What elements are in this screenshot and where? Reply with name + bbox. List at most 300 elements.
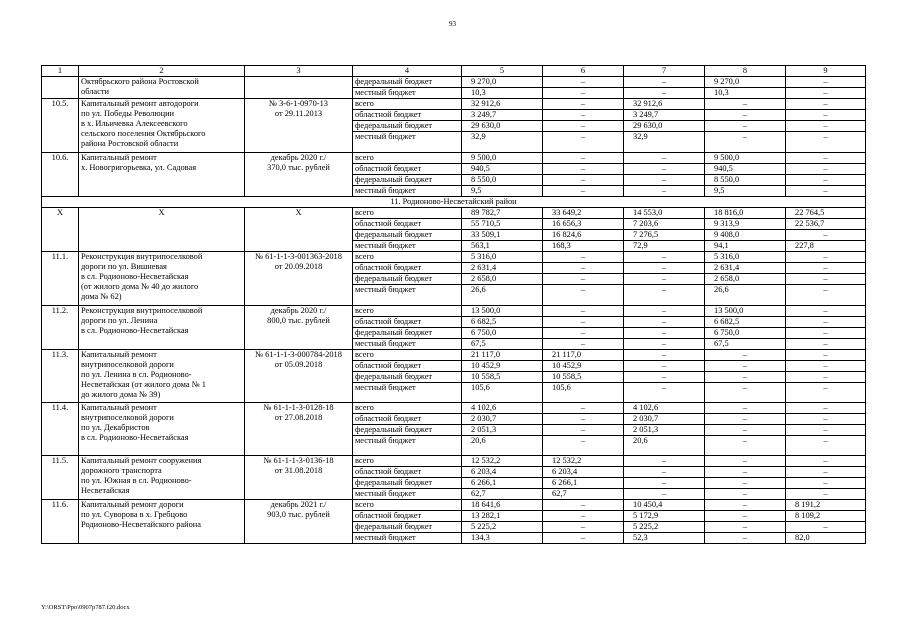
amount-cell: – (786, 436, 866, 456)
amount-cell: – (786, 425, 866, 436)
amount-cell: 20,6 (462, 436, 543, 456)
amount-cell: – (543, 533, 624, 544)
amount-cell: 72,9 (624, 241, 705, 252)
amount-cell: – (786, 230, 866, 241)
amount-cell: – (543, 403, 624, 414)
amount-cell: 2 051,3 (624, 425, 705, 436)
amount-cell: 6 750,0 (462, 328, 543, 339)
amount-cell: 9 500,0 (462, 153, 543, 164)
object-name (79, 77, 245, 99)
amount-cell: 6 682,5 (705, 317, 786, 328)
amount-cell: 9 313,9 (705, 219, 786, 230)
amount-cell: – (624, 252, 705, 263)
amount-cell: 4 102,6 (462, 403, 543, 414)
amount-cell: 2 030,7 (462, 414, 543, 425)
object-name-line: Капитальный ремонт (81, 350, 157, 359)
amount-cell: 13 282,1 (462, 511, 543, 522)
amount-cell: 8 550,0 (705, 175, 786, 186)
amount-cell: 7 203,6 (624, 219, 705, 230)
row-number: 11.5. (42, 456, 79, 500)
amount-cell: – (543, 99, 624, 110)
row-number: 11.3. (42, 350, 79, 403)
amount-cell: – (624, 317, 705, 328)
amount-cell: – (786, 372, 866, 383)
funding-source: местный бюджет (353, 241, 462, 252)
funding-source: всего (353, 403, 462, 414)
row-number: Х (42, 208, 79, 252)
amount-cell: 10 452,9 (462, 361, 543, 372)
amount-cell: – (543, 164, 624, 175)
amount-cell: – (786, 350, 866, 361)
page-number: 93 (449, 20, 456, 28)
project-document (245, 306, 353, 350)
object-name (79, 306, 245, 350)
funding-source: федеральный бюджет (353, 522, 462, 533)
amount-cell: – (705, 110, 786, 121)
column-number: 9 (786, 66, 866, 77)
object-name-line: до жилого дома № 39) (81, 390, 161, 399)
amount-cell: – (705, 350, 786, 361)
object-name (79, 99, 245, 153)
amount-cell: 29 630,0 (462, 121, 543, 132)
object-name-line: по ул. Ленина в сл. Родионово- (81, 370, 192, 379)
footer-file-path: Y:\ORST\Ppo\0907p787.f20.docx (41, 604, 130, 611)
object-name-line: Реконструкция внутрипоселковой (81, 252, 203, 261)
object-name-line: в сл. Родионово-Несветайская (81, 272, 189, 281)
amount-cell: 2 051,3 (462, 425, 543, 436)
funding-source: всего (353, 306, 462, 317)
amount-cell: 26,6 (705, 285, 786, 306)
amount-cell: – (543, 252, 624, 263)
amount-cell: – (624, 88, 705, 99)
funding-source: всего (353, 350, 462, 361)
amount-cell: 3 249,7 (624, 110, 705, 121)
row-number: 11.1. (42, 252, 79, 306)
amount-cell: 62,7 (462, 489, 543, 500)
amount-cell: 32 912,6 (624, 99, 705, 110)
amount-cell: – (624, 306, 705, 317)
amount-cell: – (624, 339, 705, 350)
amount-cell: – (624, 153, 705, 164)
amount-cell: 62,7 (543, 489, 624, 500)
amount-cell: 9 500,0 (705, 153, 786, 164)
amount-cell: 10 558,5 (462, 372, 543, 383)
amount-cell: 4 102,6 (624, 403, 705, 414)
amount-cell: 168,3 (543, 241, 624, 252)
amount-cell: 21 117,0 (543, 350, 624, 361)
amount-cell: – (543, 77, 624, 88)
amount-cell: – (543, 153, 624, 164)
amount-cell: – (705, 425, 786, 436)
amount-cell: – (786, 467, 866, 478)
object-name-line: по ул. Победы Революции (81, 109, 175, 118)
amount-cell: – (543, 285, 624, 306)
table-row (42, 306, 866, 317)
funding-source: всего (353, 153, 462, 164)
amount-cell: 94,1 (705, 241, 786, 252)
amount-cell: – (786, 478, 866, 489)
amount-cell: 8 550,0 (462, 175, 543, 186)
project-document-line: № 3-6-1-0970-13 (269, 99, 328, 108)
table-row (42, 403, 866, 414)
amount-cell: – (786, 339, 866, 350)
amount-cell: – (786, 317, 866, 328)
amount-cell: 940,5 (462, 164, 543, 175)
object-name-line: Капитальный ремонт (81, 153, 157, 162)
column-number: 3 (245, 66, 353, 77)
project-document-line: от 27.08.2018 (274, 413, 323, 422)
column-number: 7 (624, 66, 705, 77)
amount-cell: – (786, 121, 866, 132)
project-document (245, 252, 353, 306)
funding-source: местный бюджет (353, 489, 462, 500)
project-document-line: от 29.11.2013 (274, 109, 323, 118)
object-name (79, 350, 245, 403)
amount-cell: – (786, 361, 866, 372)
amount-cell: 134,3 (462, 533, 543, 544)
object-name-line: в сл. Родионово-Несветайская (81, 326, 189, 335)
amount-cell: – (624, 383, 705, 403)
amount-cell: – (543, 425, 624, 436)
table-row (42, 500, 866, 511)
amount-cell: 14 553,0 (624, 208, 705, 219)
amount-cell: 16 824,6 (543, 230, 624, 241)
amount-cell: – (624, 274, 705, 285)
object-name-line: х. Новогригорьевка, ул. Садовая (81, 163, 197, 172)
budget-table (41, 65, 866, 544)
amount-cell: – (786, 175, 866, 186)
amount-cell: 2 631,4 (462, 263, 543, 274)
amount-cell: 16 656,3 (543, 219, 624, 230)
object-name-line: внутрипоселковой дороги (81, 360, 174, 369)
object-name-line: в сл. Родионово-Несветайская (81, 433, 189, 442)
amount-cell: 105,6 (543, 383, 624, 403)
row-number (42, 77, 79, 99)
object-name-line: Капитальный ремонт сооружения (81, 456, 202, 465)
funding-source: областной бюджет (353, 511, 462, 522)
amount-cell: 21 117,0 (462, 350, 543, 361)
amount-cell: – (543, 132, 624, 153)
amount-cell: 52,3 (624, 533, 705, 544)
amount-cell: – (705, 478, 786, 489)
funding-source: областной бюджет (353, 467, 462, 478)
amount-cell: 12 532,2 (543, 456, 624, 467)
funding-source: федеральный бюджет (353, 121, 462, 132)
amount-cell: – (543, 511, 624, 522)
object-name-line: внутрипоселковой дороги (81, 413, 174, 422)
amount-cell: – (543, 121, 624, 132)
amount-cell: – (624, 361, 705, 372)
section-title-row (42, 197, 866, 208)
row-number: 10.6. (42, 153, 79, 197)
funding-source: всего (353, 500, 462, 511)
column-number: 6 (543, 66, 624, 77)
project-document-line: 903,0 тыс. рублей (267, 510, 330, 519)
funding-source: федеральный бюджет (353, 425, 462, 436)
funding-source: областной бюджет (353, 361, 462, 372)
funding-source: областной бюджет (353, 110, 462, 121)
amount-cell: 10,3 (462, 88, 543, 99)
object-name (79, 252, 245, 306)
project-document-line: 800,0 тыс. рублей (267, 316, 330, 325)
amount-cell: 7 276,5 (624, 230, 705, 241)
amount-cell: – (624, 467, 705, 478)
amount-cell: – (624, 263, 705, 274)
amount-cell: 82,0 (786, 533, 866, 544)
amount-cell: 9,5 (462, 186, 543, 197)
amount-cell: 2 658,0 (705, 274, 786, 285)
amount-cell: – (543, 88, 624, 99)
amount-cell: – (786, 263, 866, 274)
object-name-line: дорожного транспорта (81, 466, 162, 475)
project-document (245, 403, 353, 456)
amount-cell: – (624, 77, 705, 88)
amount-cell: – (786, 306, 866, 317)
amount-cell: – (786, 164, 866, 175)
funding-source: всего (353, 456, 462, 467)
amount-cell: 6 203,4 (462, 467, 543, 478)
object-name-line: дома № 62) (81, 292, 122, 301)
amount-cell: 20,6 (624, 436, 705, 456)
amount-cell: – (543, 306, 624, 317)
amount-cell: 563,1 (462, 241, 543, 252)
funding-source: местный бюджет (353, 285, 462, 306)
amount-cell: – (543, 414, 624, 425)
amount-cell: 5 225,2 (462, 522, 543, 533)
table-row (42, 350, 866, 361)
amount-cell: – (786, 274, 866, 285)
amount-cell: – (624, 164, 705, 175)
row-number: 11.6. (42, 500, 79, 544)
amount-cell: – (705, 414, 786, 425)
project-document (245, 500, 353, 544)
funding-source: федеральный бюджет (353, 175, 462, 186)
amount-cell: – (786, 77, 866, 88)
object-name-line: Несветайская (81, 486, 130, 495)
object-name-line: области (81, 87, 109, 96)
amount-cell: – (786, 489, 866, 500)
amount-cell: 6 203,4 (543, 467, 624, 478)
funding-source: федеральный бюджет (353, 372, 462, 383)
object-name-line: Реконструкция внутрипоселковой (81, 306, 203, 315)
object-name-line: района Ростовской области (81, 139, 179, 148)
amount-cell: 5 172,9 (624, 511, 705, 522)
amount-cell: – (786, 186, 866, 197)
amount-cell: – (786, 99, 866, 110)
amount-cell: – (624, 456, 705, 467)
amount-cell: 67,5 (705, 339, 786, 350)
project-document-line: № 61-1-1-3-001363-2018 (255, 252, 342, 261)
amount-cell: 227,8 (786, 241, 866, 252)
funding-source: всего (353, 252, 462, 263)
project-document-line: 370,0 тыс. рублей (267, 163, 330, 172)
amount-cell: 6 750,0 (705, 328, 786, 339)
amount-cell: – (543, 274, 624, 285)
project-document-line: № 61-1-1-3-0136-18 (263, 456, 334, 465)
object-name-line: Октябрьского района Ростовской (81, 77, 199, 86)
amount-cell: – (705, 500, 786, 511)
project-document-line: от 20.09.2018 (274, 262, 323, 271)
amount-cell: – (624, 350, 705, 361)
object-name-line: Капитальный ремонт дороги (81, 500, 184, 509)
amount-cell: – (786, 383, 866, 403)
project-document (245, 350, 353, 403)
object-name-line: Капитальный ремонт (81, 403, 157, 412)
amount-cell: 33 509,1 (462, 230, 543, 241)
amount-cell: – (786, 328, 866, 339)
amount-cell: 9 270,0 (462, 77, 543, 88)
funding-source: федеральный бюджет (353, 230, 462, 241)
section-title: 11. Родионово-Несветайский район (42, 197, 866, 208)
amount-cell: 105,6 (462, 383, 543, 403)
amount-cell: – (705, 132, 786, 153)
amount-cell: 26,6 (462, 285, 543, 306)
amount-cell: – (786, 252, 866, 263)
amount-cell: 6 266,1 (462, 478, 543, 489)
amount-cell: 8 109,2 (786, 511, 866, 522)
project-document-line: декабрь 2020 г./ (270, 306, 327, 315)
amount-cell: 32,9 (462, 132, 543, 153)
amount-cell: – (543, 522, 624, 533)
amount-cell: – (786, 522, 866, 533)
amount-cell: – (543, 110, 624, 121)
amount-cell: 9 270,0 (705, 77, 786, 88)
amount-cell: 5 316,0 (462, 252, 543, 263)
amount-cell: – (786, 285, 866, 306)
project-document (245, 153, 353, 197)
amount-cell: – (705, 383, 786, 403)
amount-cell: 22 764,5 (786, 208, 866, 219)
funding-source: федеральный бюджет (353, 77, 462, 88)
amount-cell: 12 532,2 (462, 456, 543, 467)
amount-cell: – (786, 153, 866, 164)
row-number: 11.2. (42, 306, 79, 350)
amount-cell: 13 500,0 (462, 306, 543, 317)
row-number: 10.5. (42, 99, 79, 153)
funding-source: местный бюджет (353, 383, 462, 403)
amount-cell: – (624, 285, 705, 306)
table-row (42, 77, 866, 88)
amount-cell: – (786, 132, 866, 153)
object-name-line: по ул. Декабристов (81, 423, 150, 432)
amount-cell: 5 225,2 (624, 522, 705, 533)
amount-cell: – (543, 339, 624, 350)
amount-cell: – (786, 110, 866, 121)
amount-cell: 940,5 (705, 164, 786, 175)
funding-source: федеральный бюджет (353, 328, 462, 339)
object-name-line: в х. Ильичевка Алексеевского (81, 119, 188, 128)
funding-source: федеральный бюджет (353, 274, 462, 285)
project-document-line: от 05.09.2018 (274, 360, 323, 369)
amount-cell: – (705, 121, 786, 132)
amount-cell: 18 816,0 (705, 208, 786, 219)
amount-cell: 9 408,0 (705, 230, 786, 241)
amount-cell: – (705, 456, 786, 467)
funding-source: областной бюджет (353, 164, 462, 175)
amount-cell: – (543, 175, 624, 186)
object-name (79, 456, 245, 500)
project-document (245, 77, 353, 99)
project-document (245, 99, 353, 153)
funding-source: местный бюджет (353, 436, 462, 456)
amount-cell: 6 266,1 (543, 478, 624, 489)
amount-cell: – (543, 500, 624, 511)
amount-cell: – (543, 436, 624, 456)
amount-cell: 10,3 (705, 88, 786, 99)
object-name-line: сельского поселения Октябрьского (81, 129, 206, 138)
amount-cell: 32 912,6 (462, 99, 543, 110)
project-document-line: декабрь 2020 г./ (270, 153, 327, 162)
column-number: 2 (79, 66, 245, 77)
funding-source: областной бюджет (353, 414, 462, 425)
amount-cell: 33 649,2 (543, 208, 624, 219)
amount-cell: 29 630,0 (624, 121, 705, 132)
object-name-line: Несветайская (от жилого дома № 1 (81, 380, 206, 389)
amount-cell: – (705, 99, 786, 110)
amount-cell: – (624, 175, 705, 186)
amount-cell: 2 030,7 (624, 414, 705, 425)
funding-source: областной бюджет (353, 317, 462, 328)
amount-cell: – (705, 522, 786, 533)
project-document-line: от 31.08.2018 (274, 466, 323, 475)
amount-cell: – (786, 414, 866, 425)
amount-cell: 9,5 (705, 186, 786, 197)
project-document-line: № 61-1-1-3-000784-2018 (255, 350, 342, 359)
funding-source: местный бюджет (353, 88, 462, 99)
amount-cell: – (786, 88, 866, 99)
amount-cell: – (543, 263, 624, 274)
amount-cell: 6 682,5 (462, 317, 543, 328)
amount-cell: 67,5 (462, 339, 543, 350)
amount-cell: – (624, 186, 705, 197)
object-name-line: по ул. Суворова в х. Гребцово (81, 510, 188, 519)
funding-source: областной бюджет (353, 219, 462, 230)
amount-cell: – (786, 403, 866, 414)
funding-source: всего (353, 99, 462, 110)
amount-cell: – (543, 328, 624, 339)
funding-source: областной бюджет (353, 263, 462, 274)
table-row (42, 208, 866, 219)
amount-cell: – (705, 467, 786, 478)
funding-source: федеральный бюджет (353, 478, 462, 489)
amount-cell: – (705, 489, 786, 500)
amount-cell: – (624, 328, 705, 339)
amount-cell: 89 782,7 (462, 208, 543, 219)
column-number-row (42, 66, 866, 77)
funding-source: местный бюджет (353, 339, 462, 350)
funding-source: местный бюджет (353, 186, 462, 197)
project-document-line: № 61-1-1-3-0128-18 (263, 403, 334, 412)
amount-cell: – (624, 489, 705, 500)
amount-cell: – (705, 403, 786, 414)
funding-source: местный бюджет (353, 132, 462, 153)
project-document: Х (245, 208, 353, 252)
row-number: 11.4. (42, 403, 79, 456)
amount-cell: – (543, 186, 624, 197)
amount-cell: – (705, 436, 786, 456)
amount-cell: 10 452,9 (543, 361, 624, 372)
amount-cell: 5 316,0 (705, 252, 786, 263)
amount-cell: 10 450,4 (624, 500, 705, 511)
column-number: 1 (42, 66, 79, 77)
object-name-line: Капитальный ремонт автодороги (81, 99, 199, 108)
column-number: 8 (705, 66, 786, 77)
funding-source: местный бюджет (353, 533, 462, 544)
object-name-line: Родионово-Несветайского района (81, 520, 201, 529)
object-name-line: дороги по ул. Вишневая (81, 262, 167, 271)
column-number: 5 (462, 66, 543, 77)
amount-cell: 3 249,7 (462, 110, 543, 121)
